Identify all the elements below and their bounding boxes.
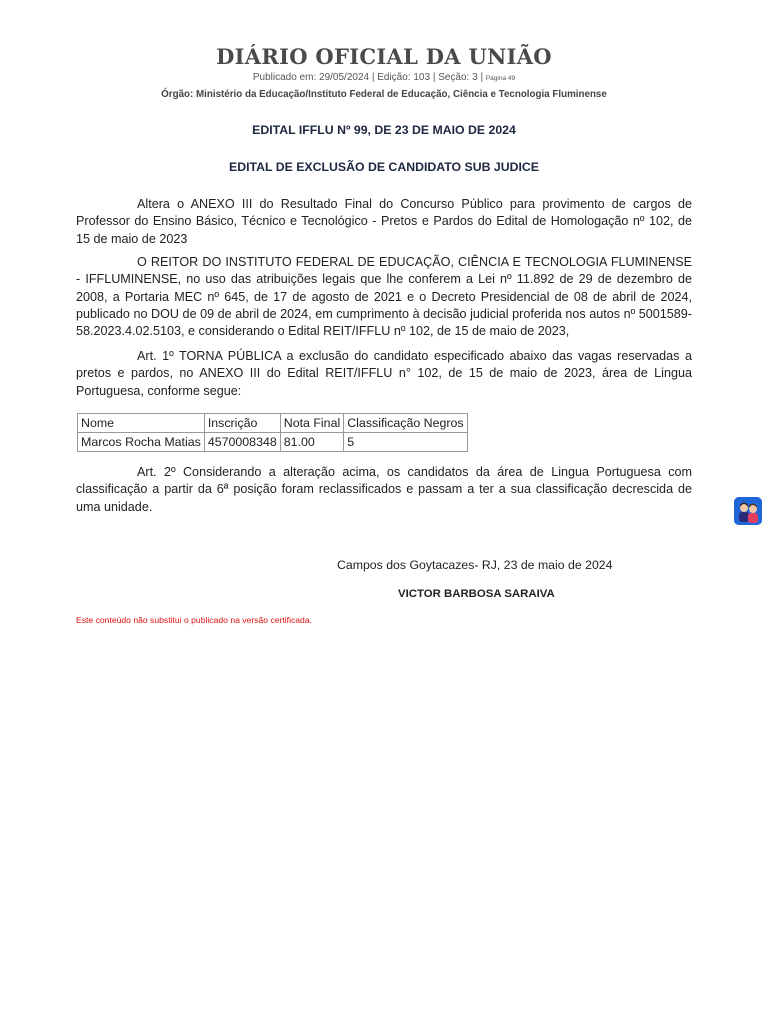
exclusion-table [77, 413, 468, 452]
table-header-cell: Inscrição [204, 414, 280, 433]
publication-details: Publicado em: 29/05/2024 | Edição: 103 | Seção: 3 | [252, 72, 484, 83]
table-header-cell: Nome [78, 414, 205, 433]
table-cell-score: 81.00 [280, 433, 343, 452]
table-header-row [78, 414, 468, 433]
table-cell-rank: 5 [344, 433, 467, 452]
table-cell-registration: 4570008348 [204, 433, 280, 452]
paragraph-ementa: Altera o ANEXO III do Resultado Final do Concurso Público para provimento de cargos de Professor do Ensino Básico, Técnico e Tecnológico - Pretos e Pardos do Edital de Homologação nº 102, de 15 de maio de 2023 [76, 197, 692, 246]
accessibility-avatar-icon [734, 497, 762, 525]
table-row [78, 433, 468, 452]
edital-subtitle: EDITAL DE EXCLUSÃO DE CANDIDATO SUB JUDICE [229, 160, 539, 174]
paragraph-article-1: Art. 1º TORNA PÚBLICA a exclusão do candidato especificado abaixo das vagas reservadas a pretos e pardos, no ANEXO III do Edital REIT/IFFLU n° 102, de 15 de maio de 2023, área de Lingua Portuguesa, conforme segue: [76, 349, 692, 398]
table-header-cell: Nota Final [280, 414, 343, 433]
place-and-date: Campos dos Goytacazes- RJ, 23 de maio de 2024 [337, 558, 613, 572]
paragraph-preamble: O REITOR DO INSTITUTO FEDERAL DE EDUCAÇÃO, CIÊNCIA E TECNOLOGIA FLUMINENSE - IFFLUMINENSE, no uso das atribuições legais que lhe conferem a Lei nº 11.892 de 29 de dezembro de 2008, a Portaria MEC nº 645, de 17 de agosto de 2021 e o Decreto Presidencial de 08 de abril de 2024, publicado no DOU de 09 de abril de 2024, em cumprimento à decisão judicial proferida nos autos nº 5001589-58.2023.4.02.5103, e considerando o Edital REIT/IFFLU nº 102, de 15 de maio de 2023, [76, 255, 692, 339]
table-cell-name: Marcos Rocha Matias [78, 433, 205, 452]
masthead-title: DIÁRIO OFICIAL DA UNIÃO [216, 44, 552, 69]
paragraph-article-2: Art. 2º Considerando a alteração acima, os candidatos da área de Lingua Portuguesa com classificação a partir da 6ª posição foram reclassificados e passam a ter a sua classificação decrescida de uma unidade. [76, 465, 692, 514]
page-number: Página 49 [485, 75, 516, 82]
certification-disclaimer: Este conteúdo não substitui o publicado na versão certificada. [76, 615, 313, 625]
table-header-cell: Classificação Negros [344, 414, 467, 433]
signer-name: VICTOR BARBOSA SARAIVA [398, 588, 555, 600]
issuing-agency: Órgão: Ministério da Educação/Instituto Federal de Educação, Ciência e Tecnologia Fluminense [161, 89, 607, 100]
publication-info [76, 72, 692, 83]
edital-title: EDITAL IFFLU Nº 99, DE 23 DE MAIO DE 2024 [252, 123, 516, 137]
accessibility-widget-button[interactable] [734, 497, 762, 525]
